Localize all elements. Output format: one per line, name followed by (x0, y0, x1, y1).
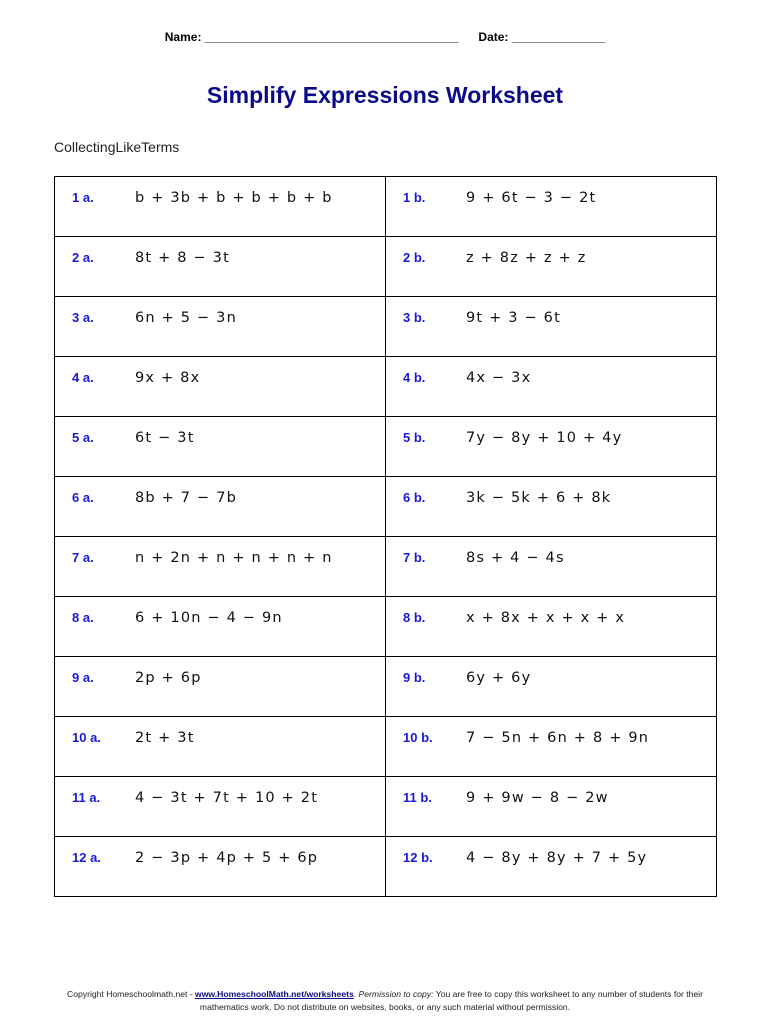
problem-expression: 6n + 5 − 3n (135, 310, 237, 326)
problem-cell (386, 837, 717, 897)
problem-cell (386, 777, 717, 837)
problem-cell (386, 297, 717, 357)
problem-cell (386, 657, 717, 717)
problem-number: 2 b. (403, 250, 426, 265)
problem-expression: n + 2n + n + n + n + n (135, 550, 333, 566)
problem-number: 2 a. (72, 250, 94, 265)
problem-cell (386, 417, 717, 477)
problem-expression: 6y + 6y (466, 670, 532, 686)
problem-cell (55, 357, 386, 417)
date-label: Date: (478, 30, 509, 44)
problem-expression: 9 + 6t − 3 − 2t (466, 190, 597, 206)
problem-number: 1 a. (72, 190, 94, 205)
problem-expression: 8t + 8 − 3t (135, 250, 230, 266)
footer-permission-text: You are free to copy this worksheet to any number of students for their mathematics work. Do not distribute on websites, books, or any such material without permission. (199, 989, 703, 1012)
problem-row (55, 357, 717, 417)
worksheet-subtitle: CollectingLikeTerms (54, 139, 180, 155)
footer-permission-label: Permission to copy: (358, 989, 434, 999)
problem-number: 8 b. (403, 610, 426, 625)
problem-row (55, 837, 717, 897)
problem-row (55, 537, 717, 597)
problem-cell (55, 657, 386, 717)
problem-row (55, 177, 717, 237)
problem-row (55, 657, 717, 717)
name-label: Name: (164, 30, 202, 44)
problem-number: 6 a. (72, 490, 94, 505)
problem-number: 4 b. (403, 370, 426, 385)
footer: Copyright Homeschoolmath.net - www.HomeschoolMath.net/worksheets. Permission to copy: You are free to copy this worksheet to any number of students for their mathematics work. Do not distribute on websites, books, or any such material without permission. (67, 989, 703, 1012)
problem-expression: 9 + 9w − 8 − 2w (466, 790, 609, 806)
problem-number: 4 a. (72, 370, 94, 385)
problem-expression: 2p + 6p (135, 670, 202, 686)
problem-row (55, 597, 717, 657)
problem-number: 9 b. (403, 670, 426, 685)
problem-number: 11 b. (403, 790, 432, 805)
problem-cell (386, 177, 717, 237)
problem-expression: b + 3b + b + b + b + b (135, 190, 333, 206)
problem-expression: 6t − 3t (135, 430, 195, 446)
problem-number: 3 b. (403, 310, 426, 325)
problem-expression: 4 − 8y + 8y + 7 + 5y (466, 850, 648, 866)
problem-cell (55, 597, 386, 657)
problem-number: 3 a. (72, 310, 94, 325)
problem-number: 8 a. (72, 610, 94, 625)
problem-expression: 7y − 8y + 10 + 4y (466, 430, 623, 446)
problem-expression: 9t + 3 − 6t (466, 310, 561, 326)
problem-number: 10 a. (72, 730, 101, 745)
problem-cell (55, 297, 386, 357)
problem-cell (386, 237, 717, 297)
problem-number: 11 a. (72, 790, 101, 805)
problem-number: 12 b. (403, 850, 433, 865)
problem-cell (55, 237, 386, 297)
problem-number: 6 b. (403, 490, 426, 505)
problem-expression: 3k − 5k + 6 + 8k (466, 490, 612, 506)
problem-number: 12 a. (72, 850, 101, 865)
problem-cell (55, 477, 386, 537)
problem-cell (55, 777, 386, 837)
problem-row (55, 237, 717, 297)
date-blank[interactable]: ______________ (508, 30, 606, 44)
problem-number: 9 a. (72, 670, 94, 685)
problem-number: 7 a. (72, 550, 94, 565)
problem-cell (386, 477, 717, 537)
problem-cell (55, 177, 386, 237)
problem-expression: 2t + 3t (135, 730, 195, 746)
problem-number: 1 b. (403, 190, 426, 205)
problem-cell (55, 837, 386, 897)
problem-expression: z + 8z + z + z (466, 250, 587, 266)
problem-row (55, 717, 717, 777)
problem-cell (386, 537, 717, 597)
problem-row (55, 477, 717, 537)
name-blank[interactable]: ______________________________________ (201, 30, 459, 44)
problem-row (55, 297, 717, 357)
problem-expression: 4 − 3t + 7t + 10 + 2t (135, 790, 319, 806)
footer-link[interactable]: www.HomeschoolMath.net/worksheets (195, 989, 354, 999)
problem-cell (55, 717, 386, 777)
problem-cell (386, 717, 717, 777)
problem-number: 5 b. (403, 430, 426, 445)
problem-cell (386, 597, 717, 657)
name-date-line (0, 30, 770, 44)
problem-cell (55, 417, 386, 477)
problem-expression: 6 + 10n − 4 − 9n (135, 610, 283, 626)
problem-expression: 2 − 3p + 4p + 5 + 6p (135, 850, 319, 866)
problem-row (55, 777, 717, 837)
problem-expression: 8s + 4 − 4s (466, 550, 565, 566)
problem-expression: 9x + 8x (135, 370, 201, 386)
problem-number: 5 a. (72, 430, 94, 445)
worksheet-title: Simplify Expressions Worksheet (206, 82, 564, 108)
footer-copyright: Copyright Homeschoolmath.net - (67, 989, 196, 999)
problem-expression: 8b + 7 − 7b (135, 490, 238, 506)
problem-number: 10 b. (403, 730, 433, 745)
problem-cell (386, 357, 717, 417)
problem-expression: 7 − 5n + 6n + 8 + 9n (466, 730, 650, 746)
problem-expression: 4x − 3x (466, 370, 532, 386)
problem-cell (55, 537, 386, 597)
problems-table (54, 176, 717, 897)
problem-row (55, 417, 717, 477)
problem-number: 7 b. (403, 550, 426, 565)
problem-expression: x + 8x + x + x + x (466, 610, 626, 626)
